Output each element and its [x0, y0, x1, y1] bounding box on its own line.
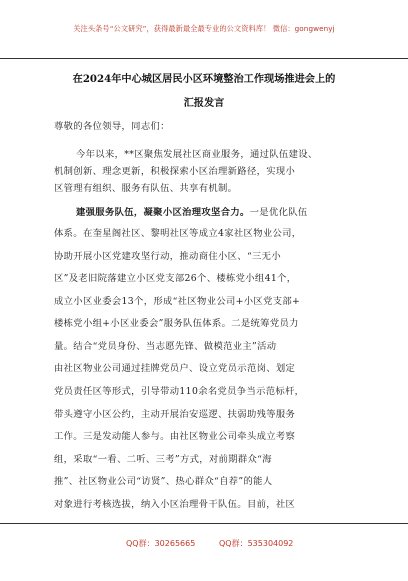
- body-text: 工作。三是发动能人参与。由社区物业公司牵头成立考察: [54, 431, 296, 442]
- body-text: 带头遵守小区公约，主动开展治安巡逻、扶弱助残等服务: [54, 409, 296, 420]
- body-text: 今年以来，**区聚焦发展社区商业服务，通过队伍建设、: [76, 149, 318, 160]
- body-line: [54, 166, 364, 178]
- footer-qq-group-2: QQ群：535304092: [219, 539, 294, 548]
- body-text: 机制创新、理念更新，积极探索小区治理新路径，实现小: [54, 166, 296, 177]
- body-line: [54, 363, 364, 375]
- body-text: 楼栋党小组+小区业委会”服务队伍体系。二是统筹党员力: [54, 318, 299, 329]
- document-title-line-1: 在2024年中心城区居民小区环境整治工作现场推进会上的: [72, 73, 336, 85]
- body-text: 组，采取“一看、二听、三考”方式，对前期群众“海: [54, 454, 272, 465]
- body-line: [54, 386, 364, 398]
- body-line: [54, 454, 364, 466]
- body-text: 区”及老旧院落建立小区党支部26个、楼栋党小组41个，: [54, 273, 297, 284]
- body-text: 对象进行考核选拔，纳入小区治理骨干队伍。目前，社区: [54, 499, 296, 510]
- banner-text: 关注头条号“公文研究”，获得最新最全最专业的公文资料库！ 微信：gongwenyj: [73, 24, 335, 33]
- footer: [0, 523, 408, 581]
- body-line: [54, 183, 364, 195]
- body-line: [54, 228, 364, 240]
- section-heading: 建强服务队伍，凝聚小区治理攻坚合力。: [76, 207, 250, 218]
- body-line: [54, 499, 364, 511]
- body-line: [54, 476, 364, 488]
- body-line: [54, 273, 364, 285]
- body-line: [76, 207, 386, 219]
- footer-qq-group-1: QQ群：30265665: [126, 539, 196, 548]
- body-text: 成立小区业委会13个，形成“社区物业公司+小区党支部+: [54, 296, 301, 307]
- salutation: 尊敬的各位领导，同志们：: [54, 121, 170, 132]
- body-text: 党员责任区等形式，引导带动110余名党员争当示范标杆，: [54, 386, 305, 397]
- body-line: [54, 341, 364, 353]
- body-text: 量。结合“党员身份、当志愿先锋、做模范业主”活动: [54, 341, 277, 352]
- body-line: [76, 149, 386, 161]
- body-text: 由社区物业公司通过挂牌党员户、设立党员示范岗、划定: [54, 363, 296, 374]
- body-line: [54, 296, 364, 308]
- body-text: 推”、社区物业公司“访贤”、热心群众“自荐”的能人: [54, 476, 273, 487]
- body-line: [54, 409, 364, 421]
- body-line: [54, 431, 364, 443]
- body-line: [54, 251, 364, 263]
- body-text: 协助开展小区党建攻坚行动，推动商住小区、“三无小: [54, 251, 281, 262]
- body-text: 体系。在奎星阁社区、黎明社区等成立4家社区物业公司，: [54, 228, 302, 239]
- body-line: [54, 318, 364, 330]
- header-banner: [0, 0, 408, 59]
- body-text: 一是优化队伍: [249, 207, 308, 218]
- body-text: 区管理有组织、服务有队伍、共享有机制。: [54, 183, 238, 194]
- document-title-line-2: 汇报发言: [183, 97, 225, 109]
